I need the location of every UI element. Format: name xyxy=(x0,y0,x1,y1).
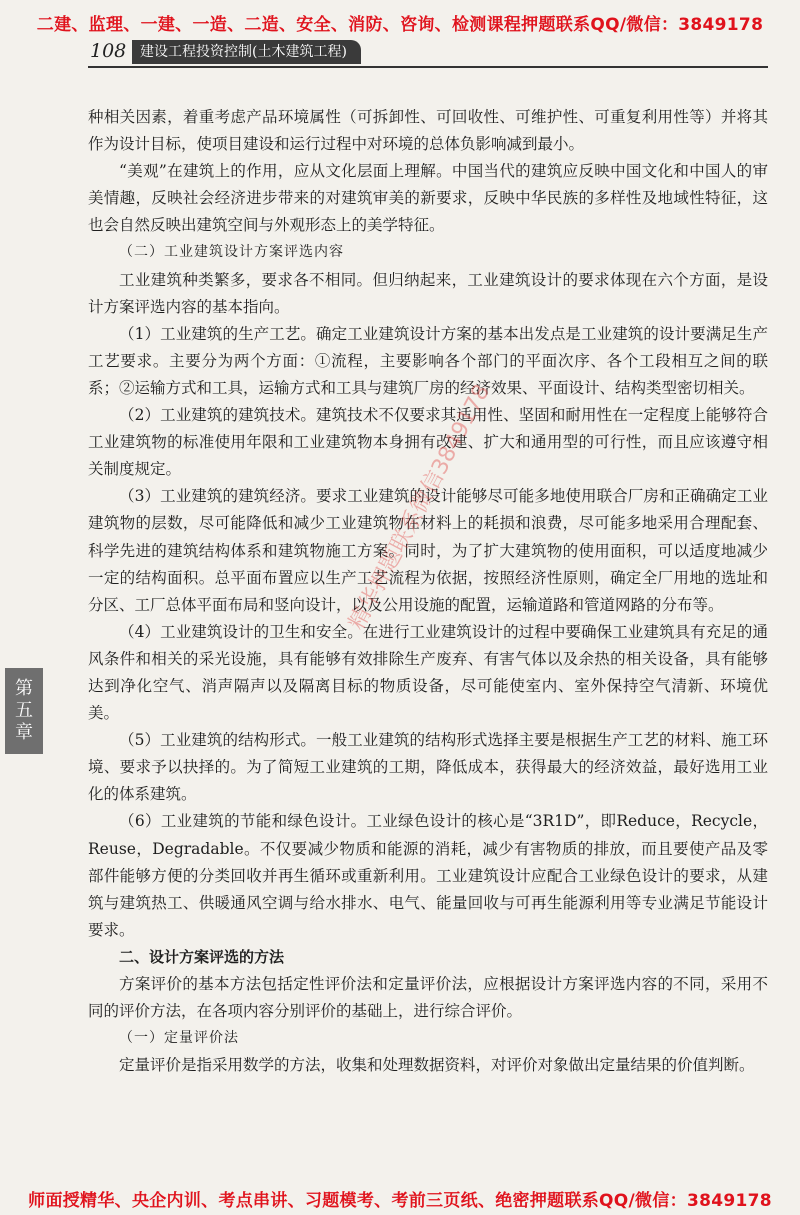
paragraph: （2）工业建筑的建筑技术。建筑技术不仅要求其适用性、坚固和耐用性在一定程度上能够符合工业建筑物的标准使用年限和工业建筑物本身拥有改建、扩大和通用型的可行性，而且应该遵守相关制度规定。 xyxy=(88,406,768,479)
chapter-side-tab xyxy=(5,668,43,754)
paragraph: （5）工业建筑的结构形式。一般工业建筑的结构形式选择主要是根据生产工艺的材料、施工环境、要求予以抉择的。为了简短工业建筑的工期，降低成本，获得最大的经济效益，最好选用工业化的体系建筑。 xyxy=(88,731,768,804)
paragraph: 工业建筑种类繁多，要求各不相同。但归纳起来，工业建筑设计的要求体现在六个方面，是设计方案评选内容的基本指向。 xyxy=(88,270,768,316)
chapter-tab-char: 第 xyxy=(15,678,33,699)
subsection-heading: （二）工业建筑设计方案评选内容 xyxy=(119,244,344,261)
chapter-tab-char: 章 xyxy=(15,722,33,743)
subsection-heading: （一）定量评价法 xyxy=(119,1030,239,1047)
top-promo-banner: 二建、监理、一建、一造、二造、安全、消防、咨询、检测课程押题联系QQ/微信：3849178 xyxy=(36,15,764,35)
paragraph: “美观”在建筑上的作用，应从文化层面上理解。中国当代的建筑应反映中国文化和中国人的审美情趣，反映社会经济进步带来的对建筑审美的新要求，反映中华民族的多样性及地域性特征，这也会自然反映出建筑空间与外观形态上的美学特征。 xyxy=(88,162,768,235)
diagonal-watermark: 精华押题联系微信3849178 xyxy=(344,380,496,635)
bottom-promo-banner: 师面授精华、央企内训、考点串讲、习题模考、考前三页纸、绝密押题联系QQ/微信：3849178 xyxy=(28,1191,772,1211)
paragraph: （1）工业建筑的生产工艺。确定工业建筑设计方案的基本出发点是工业建筑的设计要满足生产工艺要求。主要分为两个方面：①流程，主要影响各个部门的平面次序、各个工段相互之间的联系；②运输方式和工具，运输方式和工具与建筑厂房的经济效果、平面设计、结构类型密切相关。 xyxy=(88,324,768,397)
paragraph: 定量评价是指采用数学的方法，收集和处理数据资料，对评价对象做出定量结果的价值判断。 xyxy=(119,1056,755,1075)
paragraph: （6）工业建筑的节能和绿色设计。工业绿色设计的核心是“3R1D”，即Reduce，Recycle，Reuse，Degradable。不仅要减少物质和能源的消耗，减少有害物质的排放，而且要使产品及零部件能够方便的分类回收并再生循环或重新利用。工业建筑设计应配合工业绿色设计的要求，从建筑与建筑热工、供暖通风空调与给水排水、电气、能量回收与可再生能源利用等专业满足节能设计要求。 xyxy=(88,812,768,939)
page-number: 108 xyxy=(90,40,127,62)
paragraph: 种相关因素，着重考虑产品环境属性（可拆卸性、可回收性、可维护性、可重复利用性等）并将其作为设计目标，使项目建设和运行过程中对环境的总体负影响减到最小。 xyxy=(88,108,768,154)
header-rule xyxy=(88,66,768,68)
section-heading: 二、设计方案评选的方法 xyxy=(119,947,285,966)
paragraph: （3）工业建筑的建筑经济。要求工业建筑的设计能够尽可能多地使用联合厂房和正确确定工业建筑物的层数，尽可能降低和减少工业建筑物在材料上的耗损和浪费，尽可能多地采用合理配套、科学先进的建筑结构体系和建筑物施工方案。同时，为了扩大建筑物的使用面积，可以适度地减少一定的结构面积。总平面布置应以生产工艺流程为依据，按照经济性原则，确定全厂用地的选址和分区、工厂总体平面布局和竖向设计，以及公用设施的配置，运输道路和管道网路的分布等。 xyxy=(88,487,768,614)
paragraph: （4）工业建筑设计的卫生和安全。在进行工业建筑设计的过程中要确保工业建筑具有充足的通风条件和相关的采光设施，具有能够有效排除生产废弃、有害气体以及余热的相关设备，具有能够达到净化空气、消声隔声以及隔离目标的物质设备，尽可能使室内、室外保持空气清新、环境优美。 xyxy=(88,622,768,723)
chapter-tab-char: 五 xyxy=(15,700,33,721)
paragraph: 方案评价的基本方法包括定性评价法和定量评价法，应根据设计方案评选内容的不同，采用不同的评价方法，在各项内容分别评价的基础上，进行综合评价。 xyxy=(88,975,768,1021)
running-header-title: 建设工程投资控制(土木建筑工程) xyxy=(132,40,361,64)
page-body xyxy=(88,104,768,1079)
